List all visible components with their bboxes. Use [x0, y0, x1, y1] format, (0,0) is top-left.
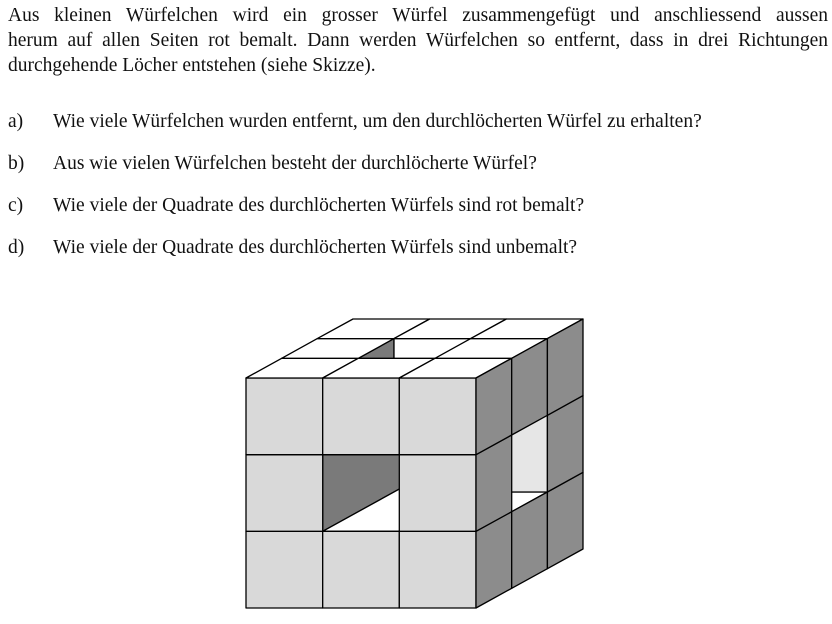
cube-front-square [399, 378, 476, 455]
question-label: c) [8, 195, 24, 216]
question-label: b) [8, 153, 25, 174]
cube-front-square [323, 531, 400, 608]
cube-front-square [399, 531, 476, 608]
question-label: a) [8, 111, 24, 132]
question-label: d) [8, 237, 25, 258]
cube-front-square [246, 455, 323, 532]
problem-line-1: Aus kleinen Würfelchen wird ein grosser Würfel zusammengefügt und anschliessend aussen [8, 5, 828, 26]
problem-line-2: herum auf allen Seiten rot bemalt. Dann werden Würfelchen so entfernt, dass in drei Richtungen [8, 30, 828, 51]
question-text: Wie viele der Quadrate des durchlöcherten Würfels sind rot bemalt? [53, 195, 585, 216]
cube-front-square [323, 378, 400, 455]
question-text: Wie viele Würfelchen wurden entfernt, um den durchlöcherten Würfel zu erhalten? [53, 111, 702, 132]
question-text: Wie viele der Quadrate des durchlöcherten Würfels sind unbemalt? [53, 237, 578, 258]
cube-front-square [399, 455, 476, 532]
question-text: Aus wie vielen Würfelchen besteht der durchlöcherte Würfel? [53, 153, 537, 174]
cube-front-square [246, 378, 323, 455]
problem-line-3: durchgehende Löcher entstehen (siehe Skizze). [8, 55, 376, 76]
cube-front-square [246, 531, 323, 608]
